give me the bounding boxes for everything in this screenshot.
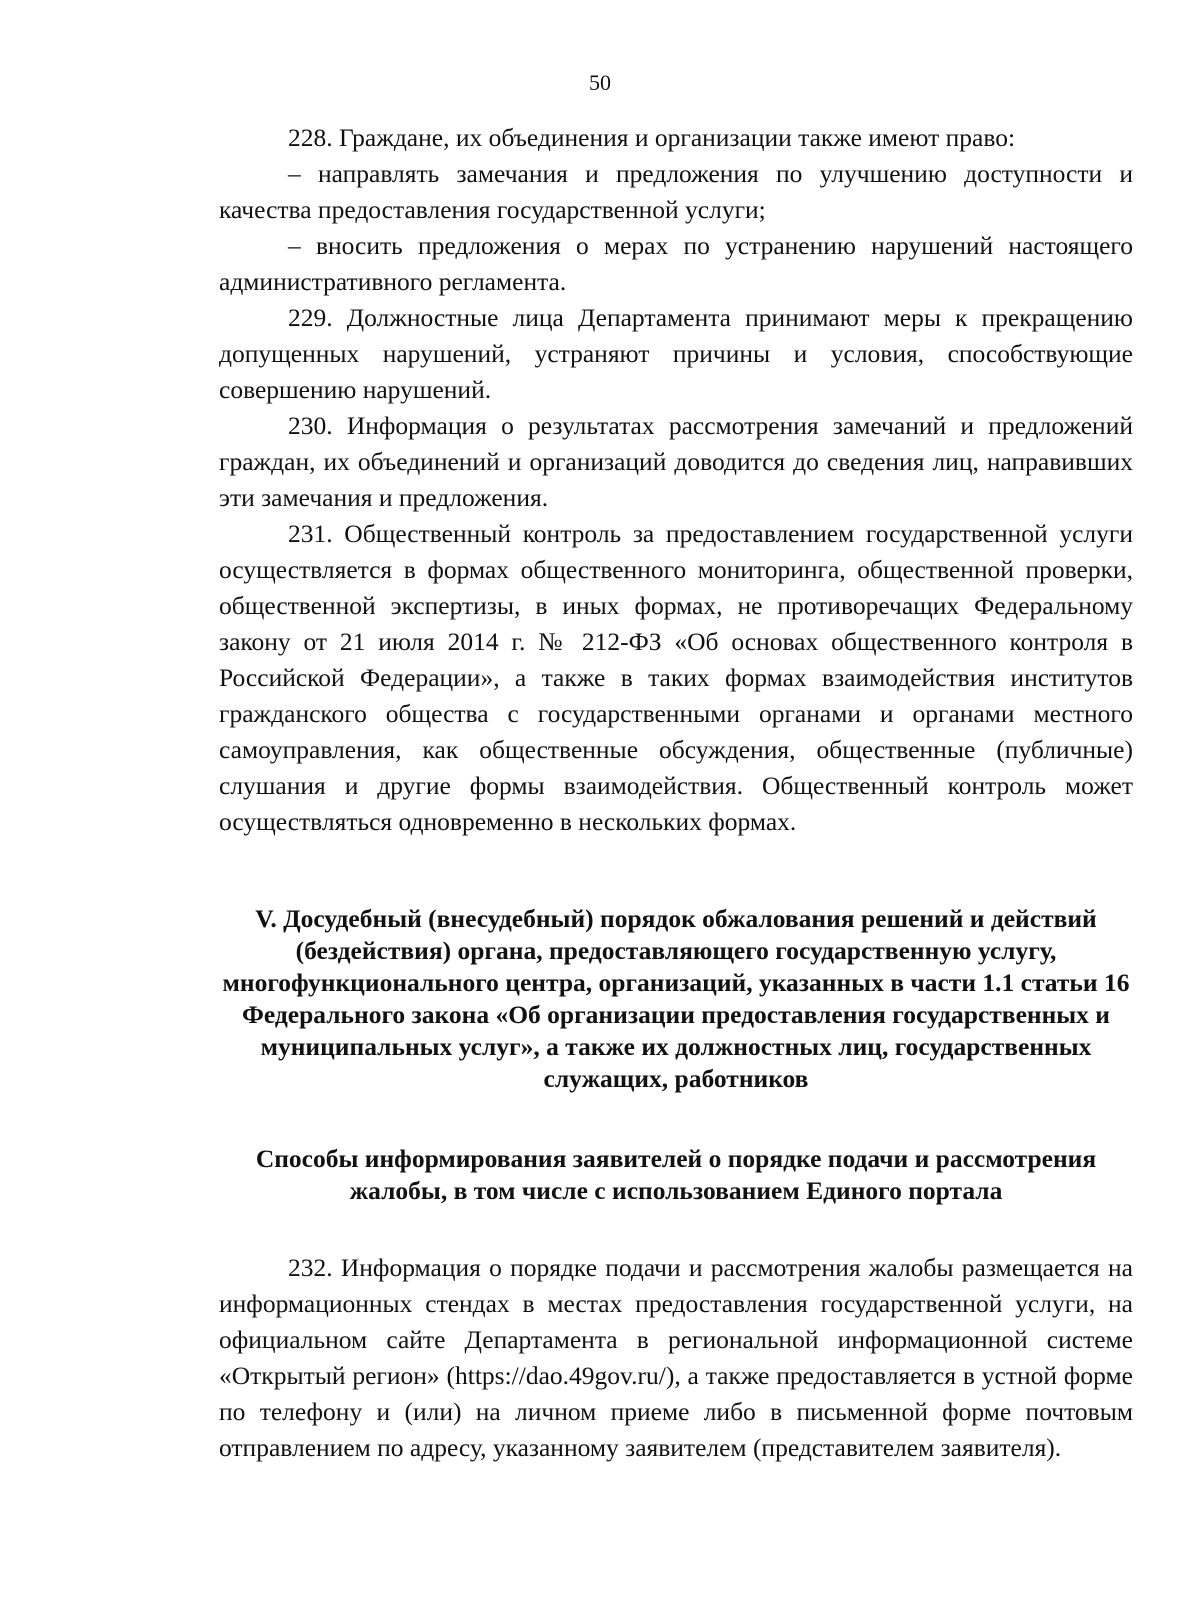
sub-heading: Способы информирования заявителей о порядке подачи и рассмотрения жалобы, в том числе с использованием Единого портала xyxy=(255,1144,1097,1205)
body-text-bottom xyxy=(219,1250,1133,1466)
body-text-top xyxy=(219,120,1133,840)
page-number: 50 xyxy=(589,70,611,95)
paragraph-229: 229. Должностные лица Департамента принимают меры к прекращению допущенных нарушений, устраняют причины и условия, способствующие совершению нарушений. xyxy=(219,303,1133,404)
paragraph-231: 231. Общественный контроль за предоставлением государственной услуги осуществляется в формах общественного мониторинга, общественной проверки, общественной экспертизы, в иных формах, не противоречащих Федеральному закону от 21 июля 2014 г. № 212-ФЗ «Об основах общественного контроля в Российской Федерации», а также в таких формах взаимодействия институтов гражданского общества с государственными органами и органами местного самоуправления, как общественные обсуждения, общественные (публичные) слушания и другие формы взаимодействия. Общественный контроль может осуществляться одновременно в нескольких формах. xyxy=(219,519,1133,836)
list-item-proposals: – вносить предложения о мерах по устранению нарушений настоящего административного регламента. xyxy=(219,231,1133,296)
list-item-suggestions: – направлять замечания и предложения по улучшению доступности и качества предоставления государственной услуги; xyxy=(219,159,1133,224)
paragraph-230: 230. Информация о результатах рассмотрения замечаний и предложений граждан, их объединений и организаций доводится до сведения лиц, направивших эти замечания и предложения. xyxy=(219,411,1133,512)
paragraph-232: 232. Информация о порядке подачи и рассмотрения жалобы размещается на информационных стендах в местах предоставления государственной услуги, на официальном сайте Департамента в региональной информационной системе «Открытый регион» (https://dao.49gov.ru/), а также предоставляется в устной форме по телефону и (или) на личном приеме либо в письменной форме почтовым отправлением по адресу, указанному заявителем (представителем заявителя). xyxy=(219,1253,1133,1462)
section-heading: V. Досудебный (внесудебный) порядок обжалования решений и действий (бездействия) органа, предоставляющего государственную услугу, многофункционального центра, организаций, указанных в части 1.1 статьи 16 Федерального закона «Об организации предоставления государственных и муниципальных услуг», а также их должностных лиц, государственных служащих, работников xyxy=(222,904,1130,1093)
paragraph-228: 228. Граждане, их объединения и организации также имеют право: xyxy=(288,123,1016,152)
